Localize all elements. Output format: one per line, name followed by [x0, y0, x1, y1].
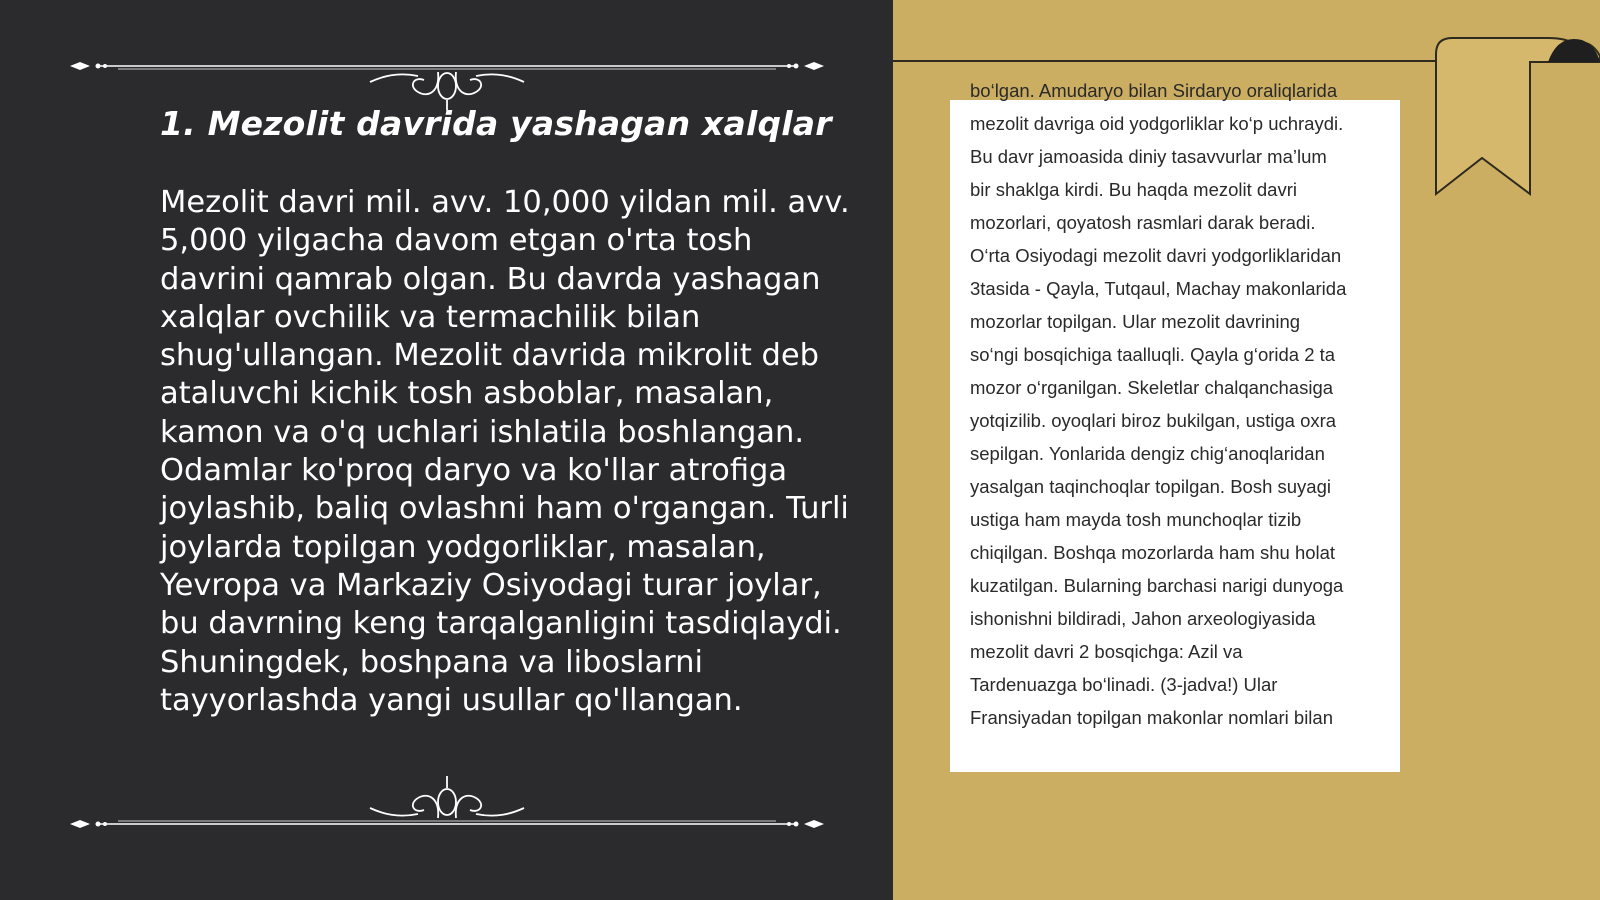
excerpt-line: bo‘lgan. Amudaryo bilan Sirdaryo oraliqlarida — [970, 80, 1338, 101]
excerpt-text — [970, 74, 1390, 734]
excerpt-line: mozorlari, qoyatosh rasmlari darak beradi. — [970, 212, 1316, 233]
book-page-excerpt — [950, 80, 1400, 772]
bottom-ornament-divider — [68, 772, 826, 832]
slide-body-text: Mezolit davri mil. avv. 10,000 yildan mil. avv. 5,000 yilgacha davom etgan o'rta tosh davrini qamrab olgan. Bu davrda yashagan xalqlar ovchilik va termachilik bilan shug'ullangan. Mezolit davrida mikrolit deb ataluvchi kichik tosh asboblar, masalan, kamon va o'q uchlari ishlatila boshlangan. Odamlar ko'proq daryo va ko'llar atrofiga joylashib, baliq ovlashni ham o'rgangan. Turli joylarda topilgan yodgorliklar, masalan, Yevropa va Markaziy Osiyodagi turar joylar, bu davrning keng tarqalganligini tasdiqlaydi. Shuningdek, boshpana va liboslarni tayyorlashda yangi usullar qo'llangan. — [160, 185, 850, 718]
slide-title: 1. Mezolit davrida yashagan xalqlar — [160, 104, 832, 143]
bookmark-ribbon-icon — [1430, 34, 1600, 204]
excerpt-line: yotqizilib. oyoqlari biroz bukilgan, ustiga oxra — [970, 410, 1337, 431]
excerpt-line: chiqilgan. Boshqa mozorlarda ham shu holat — [970, 542, 1336, 563]
excerpt-line: ishonishni bildiradi, Jahon arxeologiyasida — [970, 608, 1316, 629]
excerpt-line: mozor o‘rganilgan. Skeletlar chalqanchasiga — [970, 377, 1334, 398]
excerpt-line: sepilgan. Yonlarida dengiz chig‘anoqlaridan — [970, 443, 1325, 464]
excerpt-line: O‘rta Osiyodagi mezolit davri yodgorliklaridan — [970, 245, 1342, 266]
excerpt-line: so‘ngi bosqichiga taalluqli. Qayla g‘orida 2 ta — [970, 344, 1336, 365]
excerpt-line: mezolit davriga oid yodgorliklar ko‘p uchraydi. — [970, 113, 1344, 134]
excerpt-line: yasalgan taqinchoqlar topilgan. Bosh suyagi — [970, 476, 1331, 497]
excerpt-line: 3tasida - Qayla, Tutqaul, Machay makonlarida — [970, 278, 1347, 299]
top-ornament-divider — [68, 52, 826, 112]
excerpt-line: ustiga ham mayda tosh munchoqlar tizib — [970, 509, 1302, 530]
excerpt-line: Bu davr jamoasida diniy tasavvurlar ma’lum — [970, 146, 1327, 167]
excerpt-line: Fransiyadan topilgan makonlar nomlari bilan — [970, 707, 1333, 728]
excerpt-line: Tardenuazga bo‘linadi. (3-jadva!) Ular — [970, 674, 1278, 695]
excerpt-line: kuzatilgan. Bularning barchasi narigi dunyoga — [970, 575, 1344, 596]
excerpt-line: mozorlar topilgan. Ular mezolit davrining — [970, 311, 1301, 332]
excerpt-line: bir shaklga kirdi. Bu haqda mezolit davri — [970, 179, 1297, 200]
excerpt-line: mezolit davri 2 bosqichga: Azil va — [970, 641, 1243, 662]
